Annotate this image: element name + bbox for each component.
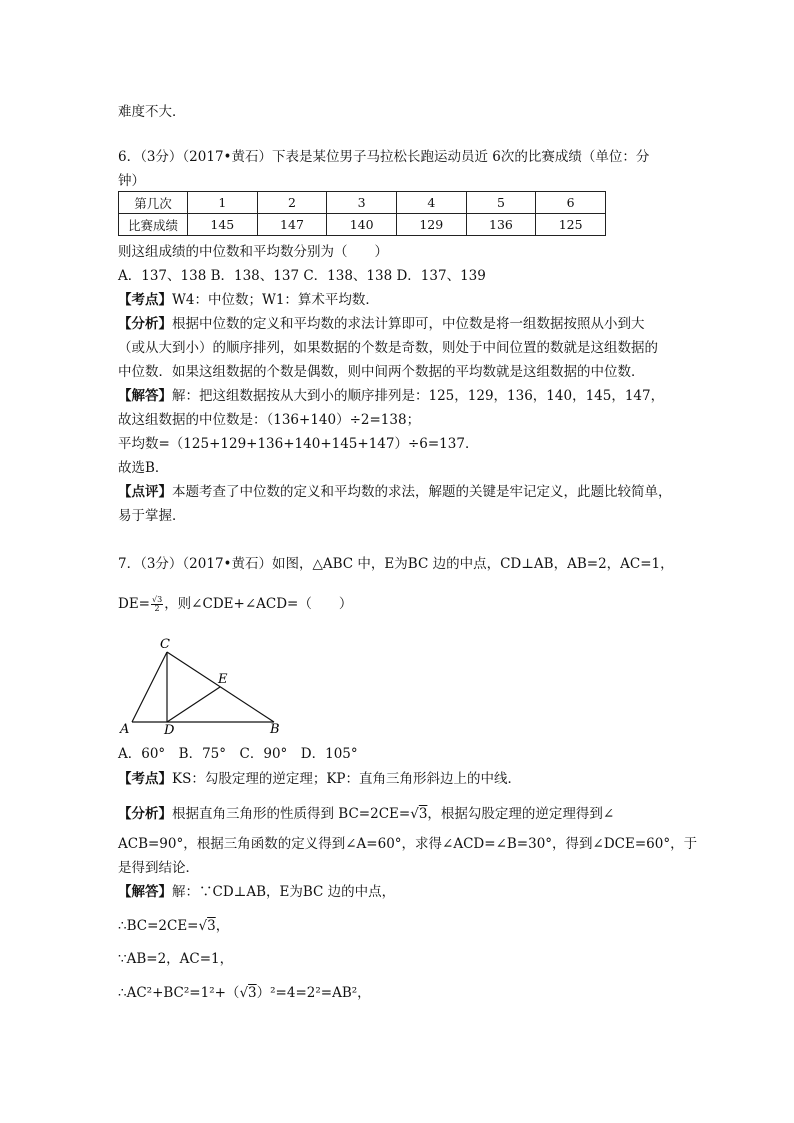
table-cell: 136 bbox=[466, 214, 536, 236]
q6-jieda-line1 bbox=[118, 387, 664, 405]
kaodian-text: W4：中位数；W1：算术平均数． bbox=[172, 292, 379, 308]
label-C: C bbox=[160, 637, 170, 652]
table-cell: 3 bbox=[327, 192, 397, 214]
q7-fenxi-line3: 是得到结论． bbox=[118, 860, 199, 876]
q6-fenxi-line3: 中位数．如果这组数据的个数是偶数，则中间两个数据的平均数就是这组数据的中位数． bbox=[118, 364, 645, 380]
q6-dianping-line1 bbox=[118, 483, 672, 501]
fenxi-tag: 【分析】 bbox=[118, 316, 172, 332]
jieda-text: 解：把这组数据按从大到小的顺序排列是：125，129，136，140，145，147， bbox=[172, 388, 665, 404]
q7-stem-line2 bbox=[118, 595, 352, 613]
jieda-tag: 【解答】 bbox=[118, 884, 172, 900]
label-B: B bbox=[270, 722, 280, 737]
sqrt-radicand: 3 bbox=[207, 918, 216, 934]
table-cell: 147 bbox=[257, 214, 327, 236]
de-suffix: ，则∠CDE+∠ACD=（ ） bbox=[164, 596, 353, 612]
jieda-text-b: ， bbox=[215, 918, 230, 934]
kaodian-tag: 【考点】 bbox=[118, 771, 172, 787]
q7-jieda-line1 bbox=[118, 883, 395, 901]
sqrt-sign: √ bbox=[410, 806, 419, 822]
table-header-cell: 比赛成绩 bbox=[119, 214, 188, 236]
q7-options: A．60° B．75° C．90° D．105° bbox=[118, 746, 358, 762]
table-cell: 145 bbox=[188, 214, 258, 236]
jieda-text-b: ）²=4=2²=AB²， bbox=[256, 985, 371, 1001]
fenxi-text-b: ，根据勾股定理的逆定理得到∠ bbox=[427, 806, 615, 822]
q6-fenxi-line1 bbox=[118, 315, 645, 333]
table-cell: 140 bbox=[327, 214, 397, 236]
previous-answer-end: 难度不大． bbox=[118, 104, 186, 120]
label-D: D bbox=[164, 723, 175, 738]
q7-kaodian bbox=[118, 770, 521, 788]
jieda-text: 解：∵CD⊥AB，E为BC 边的中点， bbox=[172, 884, 396, 900]
q6-score-table bbox=[118, 191, 606, 236]
table-cell: 129 bbox=[396, 214, 466, 236]
fenxi-text: 根据中位数的定义和平均数的求法计算即可，中位数是将一组数据按照从小到大 bbox=[172, 316, 645, 332]
triangle-figure bbox=[112, 636, 292, 740]
table-row bbox=[119, 214, 606, 236]
jieda-tag: 【解答】 bbox=[118, 388, 172, 404]
q7-jieda-line2 bbox=[118, 917, 229, 935]
table-cell: 6 bbox=[536, 192, 606, 214]
q7-stem-line1: 7．（3分）（2017•黄石）如图，△ABC 中，E为BC 边的中点，CD⊥AB，AB=2，AC=1， bbox=[118, 556, 674, 572]
table-row bbox=[119, 192, 606, 214]
kaodian-tag: 【考点】 bbox=[118, 292, 172, 308]
q6-stem-line2: 钟） bbox=[118, 173, 145, 189]
jieda-text-a: ∴BC=2CE= bbox=[118, 918, 199, 934]
fraction-numerator: √3 bbox=[152, 595, 163, 604]
segment-DE bbox=[167, 687, 220, 722]
kaodian-text: KS：勾股定理的逆定理；KP：直角三角形斜边上的中线． bbox=[172, 771, 522, 787]
sqrt-radicand: 3 bbox=[418, 806, 428, 822]
q6-fenxi-line2: （或从大到小）的顺序排列，如果数据的个数是奇数，则处于中间位置的数就是这组数据的 bbox=[118, 340, 658, 356]
sqrt3-over-2-fraction bbox=[151, 596, 163, 613]
table-cell: 125 bbox=[536, 214, 606, 236]
table-header-cell: 第几次 bbox=[119, 192, 188, 214]
q7-fenxi-line2: ACB=90°，根据三角函数的定义得到∠A=60°，求得∠ACD=∠B=30°，得到∠DCE=60°，于 bbox=[118, 836, 698, 852]
table-cell: 2 bbox=[257, 192, 327, 214]
sqrt-radicand: 3 bbox=[248, 985, 257, 1001]
dianping-text: 本题考查了中位数的定义和平均数的求法，解题的关键是牢记定义，此题比较简单， bbox=[172, 484, 672, 500]
q6-options: A．137、138 B．138、137 C．138、138 D．137、139 bbox=[118, 268, 486, 284]
q7-jieda-line4 bbox=[118, 984, 371, 1002]
jieda-text-a: ∴AC²+BC²=1²+（ bbox=[118, 985, 240, 1001]
q6-kaodian bbox=[118, 291, 379, 309]
de-prefix: DE= bbox=[118, 596, 150, 612]
q6-jieda-line3: 平均数=（125+129+136+140+145+147）÷6=137． bbox=[118, 436, 479, 452]
table-cell: 5 bbox=[466, 192, 536, 214]
fraction-denominator: 2 bbox=[154, 604, 160, 613]
label-E: E bbox=[218, 672, 228, 687]
q6-jieda-line2: 故这组数据的中位数是：（136+140）÷2=138； bbox=[118, 412, 421, 428]
sqrt-sign: √ bbox=[239, 985, 249, 1001]
q6-stem-line1: 6．（3分）（2017•黄石）下表是某位男子马拉松长跑运动员近 6次的比赛成绩（单位：分 bbox=[118, 149, 650, 165]
table-cell: 1 bbox=[188, 192, 258, 214]
table-cell: 4 bbox=[396, 192, 466, 214]
q7-fenxi-line1 bbox=[118, 805, 614, 823]
segment-AC bbox=[132, 652, 167, 722]
q6-jieda-line4: 故选B． bbox=[118, 460, 169, 476]
sqrt-sign: √ bbox=[198, 918, 208, 934]
q6-dianping-line2: 易于掌握． bbox=[118, 508, 186, 524]
fenxi-tag: 【分析】 bbox=[118, 806, 172, 822]
q7-jieda-line3: ∵AB=2，AC=1， bbox=[118, 951, 234, 967]
dianping-tag: 【点评】 bbox=[118, 484, 172, 500]
label-A: A bbox=[120, 722, 130, 737]
fenxi-text-a: 根据直角三角形的性质得到 BC=2CE= bbox=[172, 806, 411, 822]
q6-question: 则这组成绩的中位数和平均数分别为（ ） bbox=[118, 244, 388, 260]
